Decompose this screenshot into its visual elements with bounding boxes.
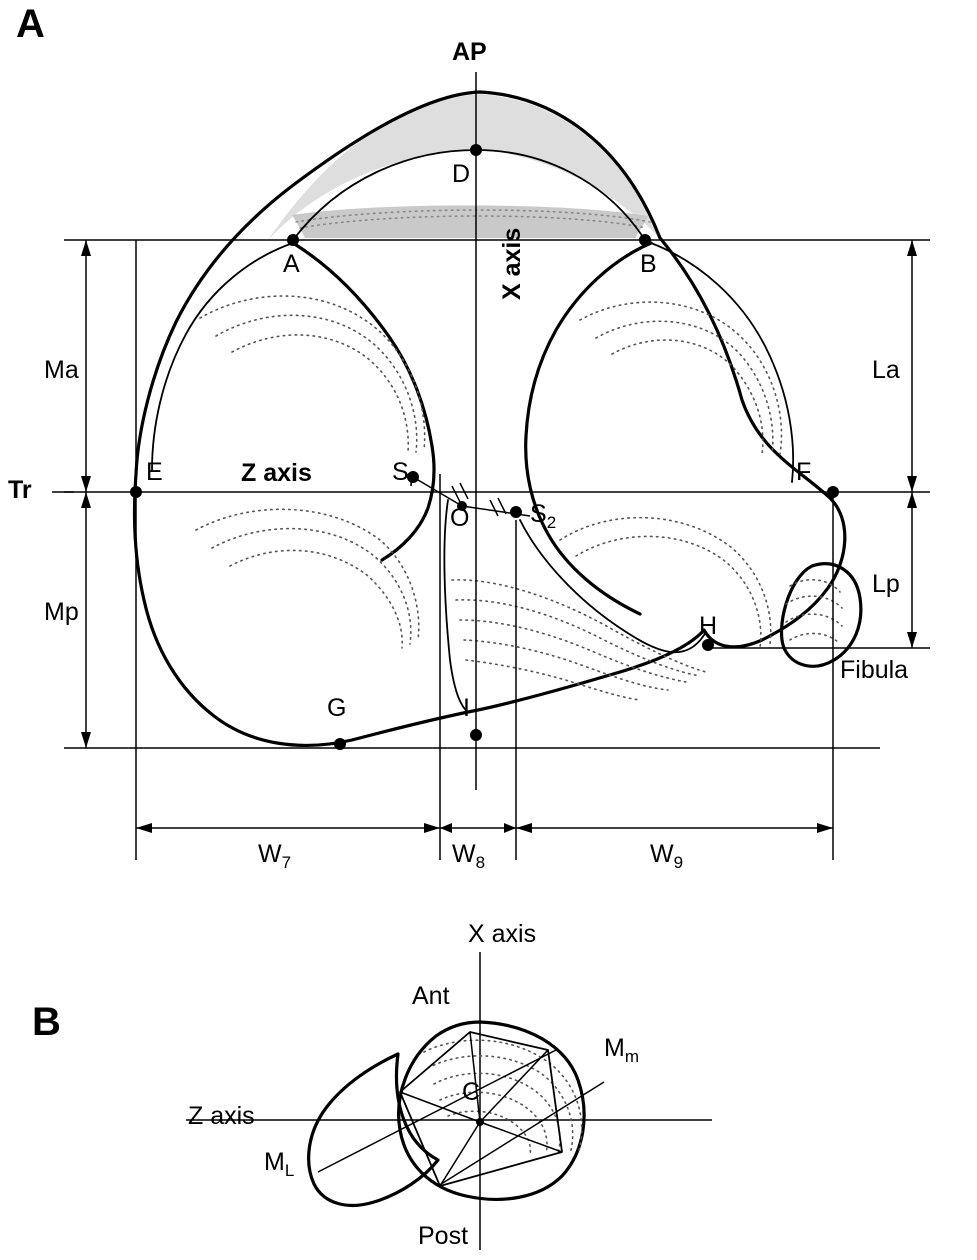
landmark-dot-F [827, 486, 839, 498]
w8-arrow-left [440, 823, 452, 833]
panel-b-x-axis-label: X axis [468, 920, 537, 948]
ml-measure-line [318, 1050, 556, 1172]
landmark-label-S1-base: S [392, 458, 409, 486]
panel-letter-a: A [16, 2, 45, 46]
la-arrow-top [907, 240, 917, 256]
intercondylar-lateral-ridge [520, 520, 706, 652]
landmark-label-H: H [699, 612, 718, 640]
dimension-label-w9-sub: 9 [673, 853, 684, 872]
landmark-label-B: B [640, 250, 657, 278]
medial-condyle-rim [152, 243, 293, 470]
z-axis-label: Z axis [241, 459, 312, 487]
panel-b-z-axis-label: Z axis [188, 1102, 255, 1130]
panel-b-dimension-label-mm-sub: m [624, 1047, 639, 1066]
dimension-label-w8-sub: 8 [475, 853, 486, 872]
dimension-label-w8 [452, 840, 486, 872]
landmark-dot-G [334, 738, 346, 750]
dimension-label-w7 [258, 840, 292, 872]
w7-arrow-right [424, 823, 440, 833]
panel-letter-b: B [32, 1000, 61, 1044]
ma-arrow-mid-up [81, 476, 91, 492]
landmark-label-G: G [327, 694, 347, 722]
dimension-label-ma: Ma [44, 356, 79, 384]
landmark-dot-E [130, 486, 142, 498]
landmark-dot-S2 [510, 506, 522, 518]
landmark-label-S2-base: S [530, 500, 547, 528]
dimension-label-w7-base: W [258, 840, 282, 868]
x-axis-label: X axis [498, 227, 526, 300]
lateral-articular-contours [560, 302, 781, 648]
dimension-label-w8-base: W [452, 840, 476, 868]
dimension-label-lp: Lp [872, 570, 900, 598]
landmark-label-S1 [392, 458, 414, 490]
lp-arrow-bottom [907, 632, 917, 648]
dimension-label-w9-base: W [650, 840, 674, 868]
lateral-condyle-rim [651, 243, 793, 482]
landmark-label-F: F [796, 458, 812, 486]
w9-arrow-right [817, 823, 833, 833]
panel-b-dimension-label-ml [264, 1148, 295, 1180]
landmark-label-E: E [146, 458, 163, 486]
panel-b-landmark-label-C: C [462, 1078, 481, 1106]
mp-arrow-mid-down [81, 492, 91, 508]
panel-b-ant-label: Ant [412, 982, 450, 1010]
w8-arrow-right [504, 823, 516, 833]
dimension-label-w9 [650, 840, 684, 872]
landmark-label-D: D [452, 160, 471, 188]
s2-tick-a [490, 500, 498, 516]
landmark-label-I: I [463, 694, 470, 722]
w9-arrow-left [516, 823, 532, 833]
ma-arrow-top [81, 240, 91, 256]
landmark-label-A: A [283, 250, 300, 278]
landmark-dot-I [470, 729, 482, 741]
s1-tick-a [452, 486, 460, 502]
panel-b-dimension-label-mm [604, 1034, 639, 1066]
la-arrow-mid-up [907, 476, 917, 492]
landmark-label-S2 [530, 500, 557, 532]
landmark-label-S2-sub: 2 [546, 513, 557, 532]
lp-arrow-mid-down [907, 492, 917, 508]
mp-arrow-bottom [81, 732, 91, 748]
panel-b-post-label: Post [418, 1222, 469, 1250]
w7-arrow-left [136, 823, 152, 833]
fibula-label: Fibula [840, 656, 909, 684]
landmark-label-O: O [450, 504, 470, 532]
s1-tick-b [460, 483, 468, 499]
dimension-label-la: La [872, 356, 900, 384]
panel-b-dimension-label-ml-base: M [264, 1148, 285, 1176]
panel-b-dimension-label-mm-base: M [604, 1034, 625, 1062]
intercondylar-stipple [452, 580, 706, 700]
dimension-label-w7-sub: 7 [281, 853, 292, 872]
landmark-label-S1-sub: I [408, 471, 414, 490]
panel-b-dimension-label-ml-sub: L [284, 1161, 295, 1180]
tr-label: Tr [8, 476, 32, 504]
ap-label: AP [452, 38, 487, 66]
dimension-label-mp: Mp [44, 598, 79, 626]
